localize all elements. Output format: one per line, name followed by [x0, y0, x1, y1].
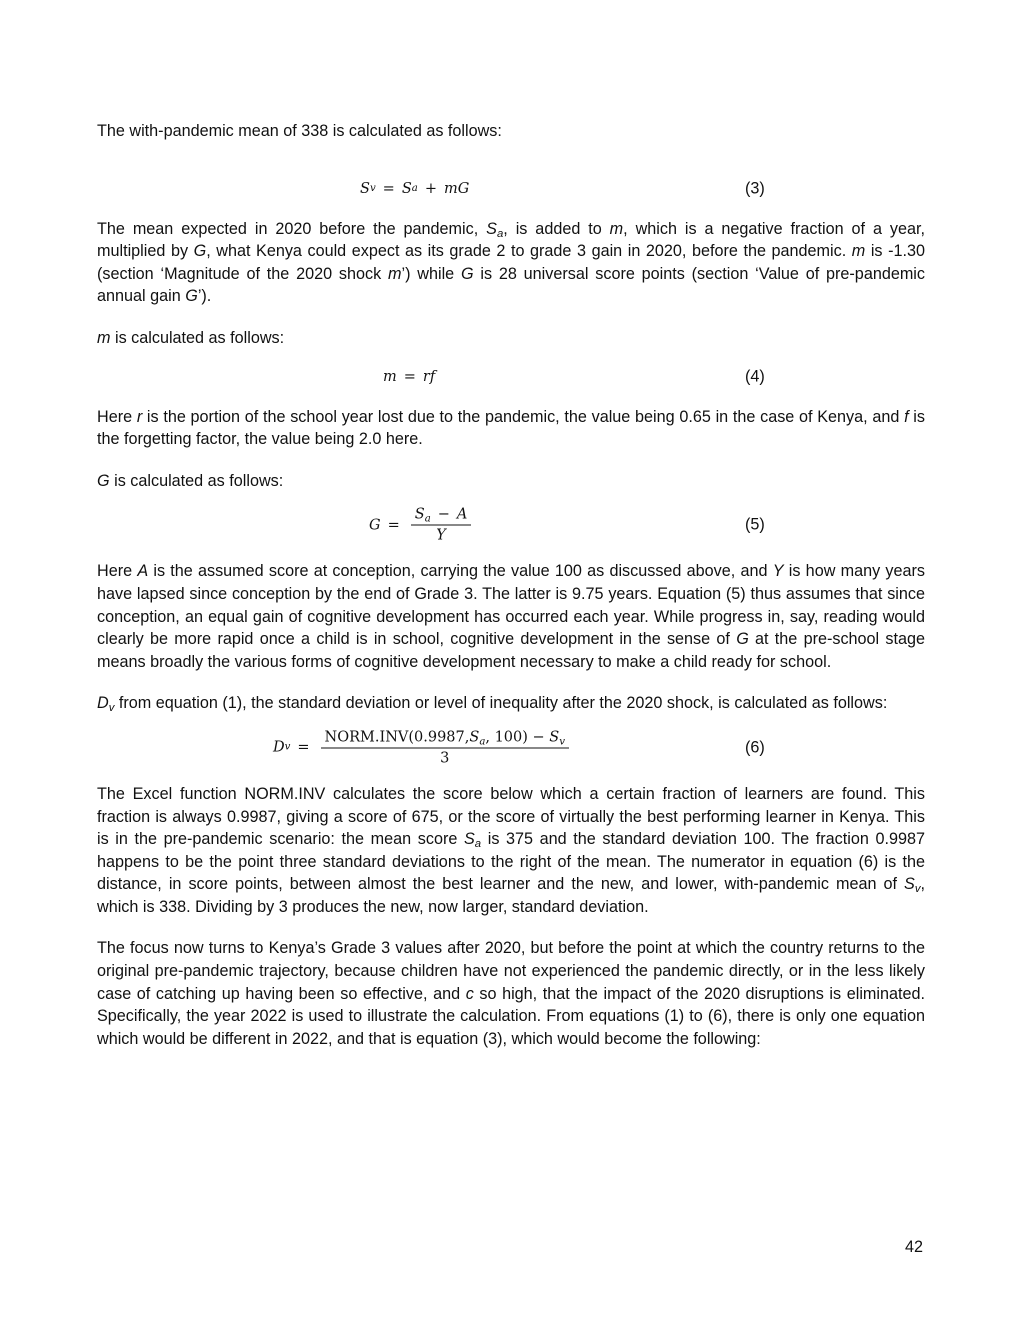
equation-3-number: (3)	[745, 179, 765, 198]
equation-4-body: m = rf	[383, 368, 436, 385]
paragraph-r-and-f: Here r is the portion of the school year lost due to the pandemic, the value being 0.65 in the case of Kenya, and f is the forgetting factor, the value being 2.0 here.	[97, 407, 925, 449]
equation-6-number: (6)	[745, 738, 765, 757]
document-page	[97, 120, 925, 1050]
equation-6	[97, 715, 925, 781]
equation-5-number: (5)	[745, 515, 765, 534]
paragraph-intro: The with-pandemic mean of 338 is calculated as follows:	[97, 122, 502, 140]
equation-4-number: (4)	[745, 367, 765, 386]
equation-6-body: D v = $\frac{NORM.INV(0.9987,S_a, 100) - S_v}{3}$	[273, 729, 573, 766]
equation-5-fraction: $\frac{S_a - A}{Y}$	[411, 507, 472, 544]
paragraph-a-and-y: Here A is the assumed score at conception, carrying the value 100 as discussed above, and Y is how many years have lapsed since conception by the end of Grade 3. The latter is 9.75 years. Equation (5) thus assumes that since conception, an equal gain of cognitive development has occurred each year. While progress in, say, reading would clearly be more rapid once a child is in school, cognitive development in the sense of G at the pre-school stage means broadly the various forms of cognitive development necessary to make a child ready for school.	[97, 562, 926, 671]
equation-5	[97, 492, 925, 558]
equation-4	[97, 350, 925, 404]
equation-3	[97, 162, 925, 216]
paragraph-mean-expected: The mean expected in 2020 before the pandemic, $S_a$, is added to m, which is a negative fraction of a year, multiplied by G, what Kenya could expect as its grade 2 to grade 3 gain in 2020, before the pandemic. m is -1.30 (section ‘Magnitude of the 2020 shock m’) while G is 28 universal score points (section ‘Value of pre-pandemic annual gain G’).	[97, 219, 926, 306]
equation-6-fraction: $\frac{NORM.INV(0.9987,S_a, 100) - S_v}{3}$	[321, 729, 569, 766]
paragraph-g-calculated: G is calculated as follows:	[97, 471, 284, 490]
page-number: 42	[905, 1238, 924, 1256]
paragraph-norm-inv: The Excel function NORM.INV calculates the score below which a certain fraction of learners are found. This fraction is always 0.9987, giving a score of 675, or the score of virtually the best performing learner in Kenya. This is in the pre-pandemic scenario: the mean score $S_a$ is 375 and the standard deviation 100. The fraction 0.9987 happens to be the point three standard deviations to the right of the mean. The numerator in equation (6) is the distance, in score points, between almost the best learner and the new, and lower, with-pandemic mean of $S_v$, which is 338. Dividing by 3 produces the new, now larger, standard deviation.	[97, 784, 925, 916]
equation-3-body: S v = S a + mG	[360, 180, 470, 197]
paragraph-focus-2022: The focus now turns to Kenya’s Grade 3 values after 2020, but before the point at which the country returns to the original pre-pandemic trajectory, because children have not experienced the pandemic directly, or in the less likely case of catching up having been so effective, and c so high, that the impact of the 2020 disruptions is eliminated. Specifically, the year 2022 is used to illustrate the calculation. From equations (1) to (6), there is only one equation which would be different in 2022, and that is equation (3), which would become the following:	[97, 939, 925, 1048]
equation-5-body: G = $\frac{S_a - A}{Y}$	[369, 507, 475, 544]
paragraph-dv: $D_v$ from equation (1), the standard deviation or level of inequality after the 2020 shock, is calculated as follows:	[97, 694, 888, 715]
paragraph-m-calculated: m is calculated as follows:	[97, 328, 285, 347]
